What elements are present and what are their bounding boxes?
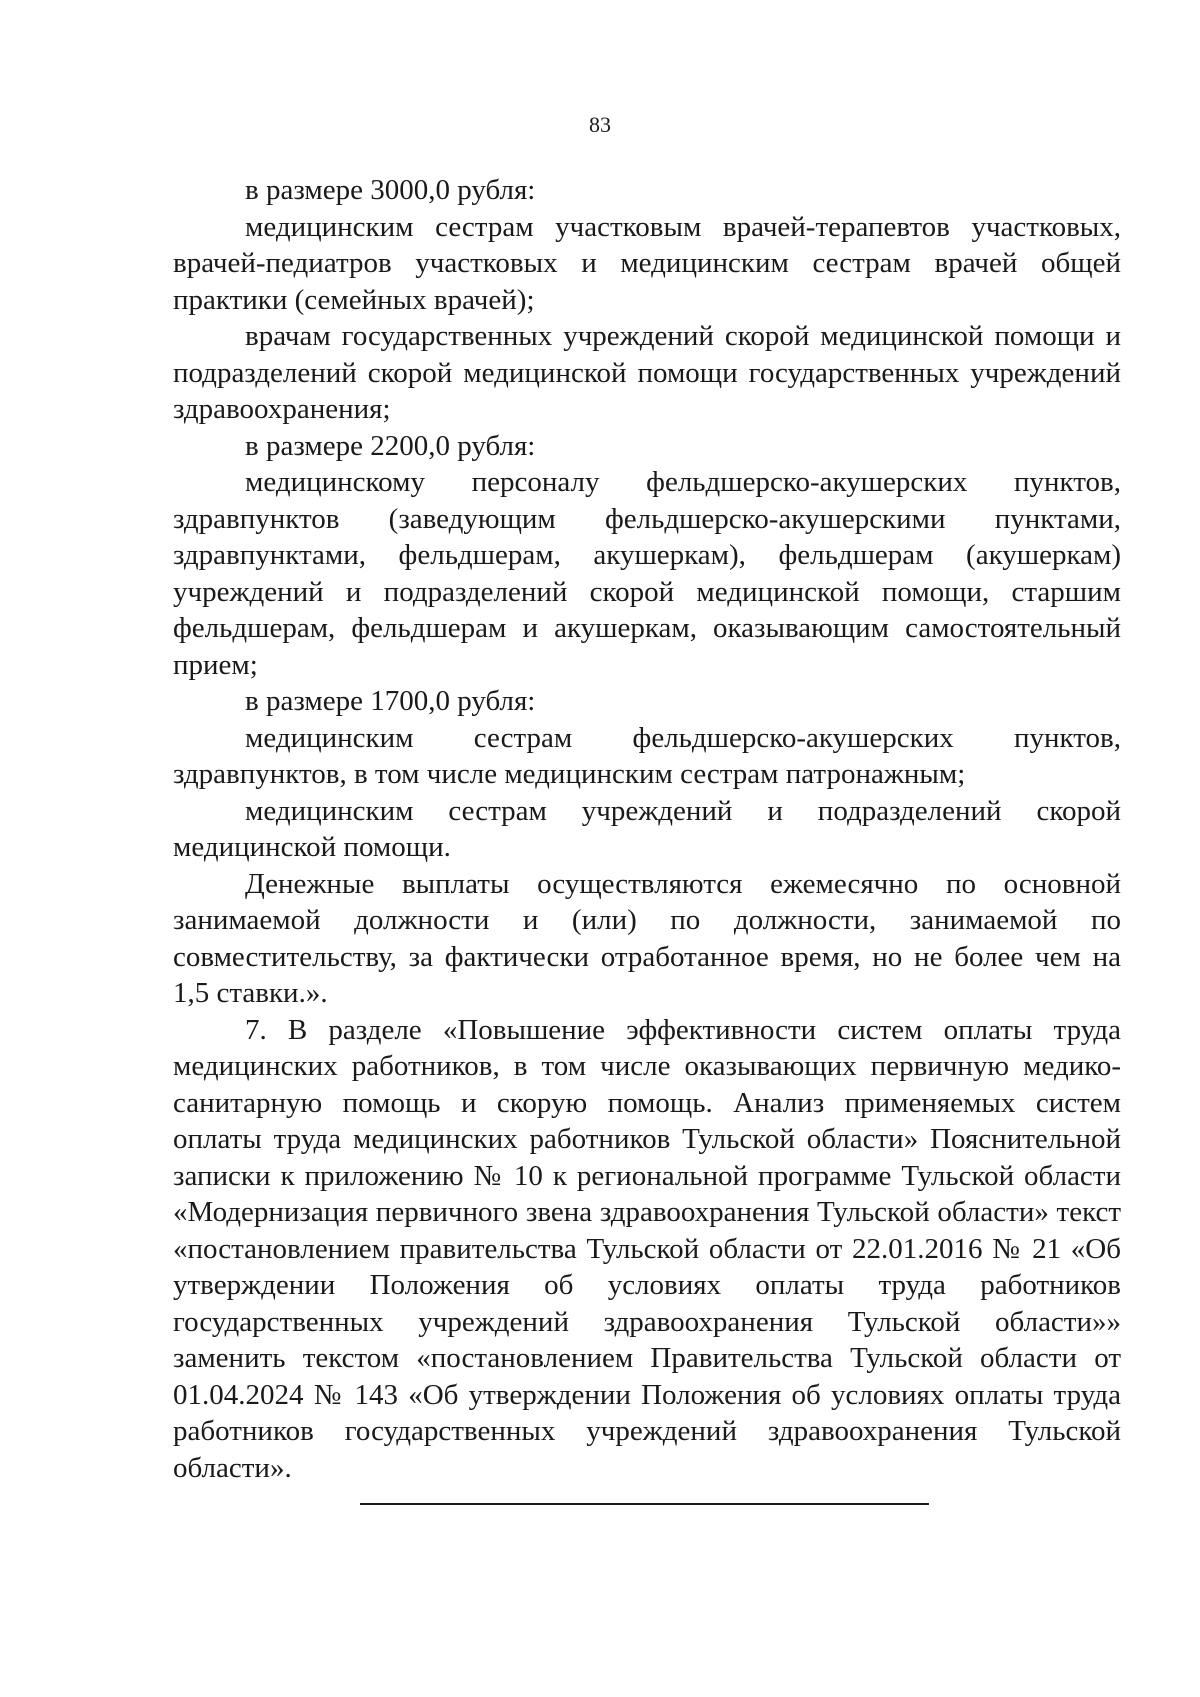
- page-number: 83: [589, 112, 611, 137]
- paragraph: в размере 2200,0 рубля:: [245, 429, 536, 462]
- document-body: [173, 172, 1121, 1486]
- paragraph: медицинским сестрам фельдшерско-акушерских пунктов, здравпунктов, в том числе медицинским сестрам патронажным;: [173, 721, 1121, 790]
- paragraph: медицинским сестрам участковым врачей-терапевтов участковых, врачей-педиатров участковых и медицинским сестрам врачей общей практики (семейных врачей);: [173, 210, 1121, 316]
- paragraph: в размере 3000,0 рубля:: [245, 174, 536, 206]
- paragraph: врачам государственных учреждений скорой медицинской помощи и подразделений скорой медицинской помощи государственных учреждений здравоохранения;: [173, 320, 1121, 425]
- paragraph: в размере 1700,0 рубля:: [245, 685, 536, 717]
- paragraph: медицинским сестрам учреждений и подразделений скорой медицинской помощи.: [173, 794, 1121, 863]
- paragraph: медицинскому персоналу фельдшерско-акушерских пунктов, здравпунктов (заведующим фельдшерско-акушерскими пунктами, здравпунктами, фельдшерам, акушеркам), фельдшерам (акушеркам) учреждений и подразделений скорой медицинской помощи, старшим фельдшерам, фельдшерам и акушеркам, оказывающим самостоятельный прием;: [173, 466, 1121, 681]
- paragraph: Денежные выплаты осуществляются ежемесячно по основной занимаемой должности и (или) по должности, занимаемой по совместительству, за фактически отработанное время, но не более чем на 1,5 ставки.».: [173, 867, 1121, 1009]
- paragraph: 7. В разделе «Повышение эффективности систем оплаты труда медицинских работников, в том числе оказывающих первичную медико-санитарную помощь и скорую помощь. Анализ применяемых систем оплаты труда медицинских работников Тульской области» Пояснительной записки к приложению № 10 к региональной программе Тульской области «Модернизация первичного звена здравоохранения Тульской области» текст «постановлением правительства Тульской области от 22.01.2016 № 21 «Об утверждении Положения об условиях оплаты труда работников государственных учреждений здравоохранения Тульской области»» заменить текстом «постановлением Правительства Тульской области от 01.04.2024 № 143 «Об утверждении Положения об условиях оплаты труда работников государственных учреждений здравоохранения Тульской области».: [173, 1013, 1121, 1484]
- end-separator-line: [360, 1503, 929, 1505]
